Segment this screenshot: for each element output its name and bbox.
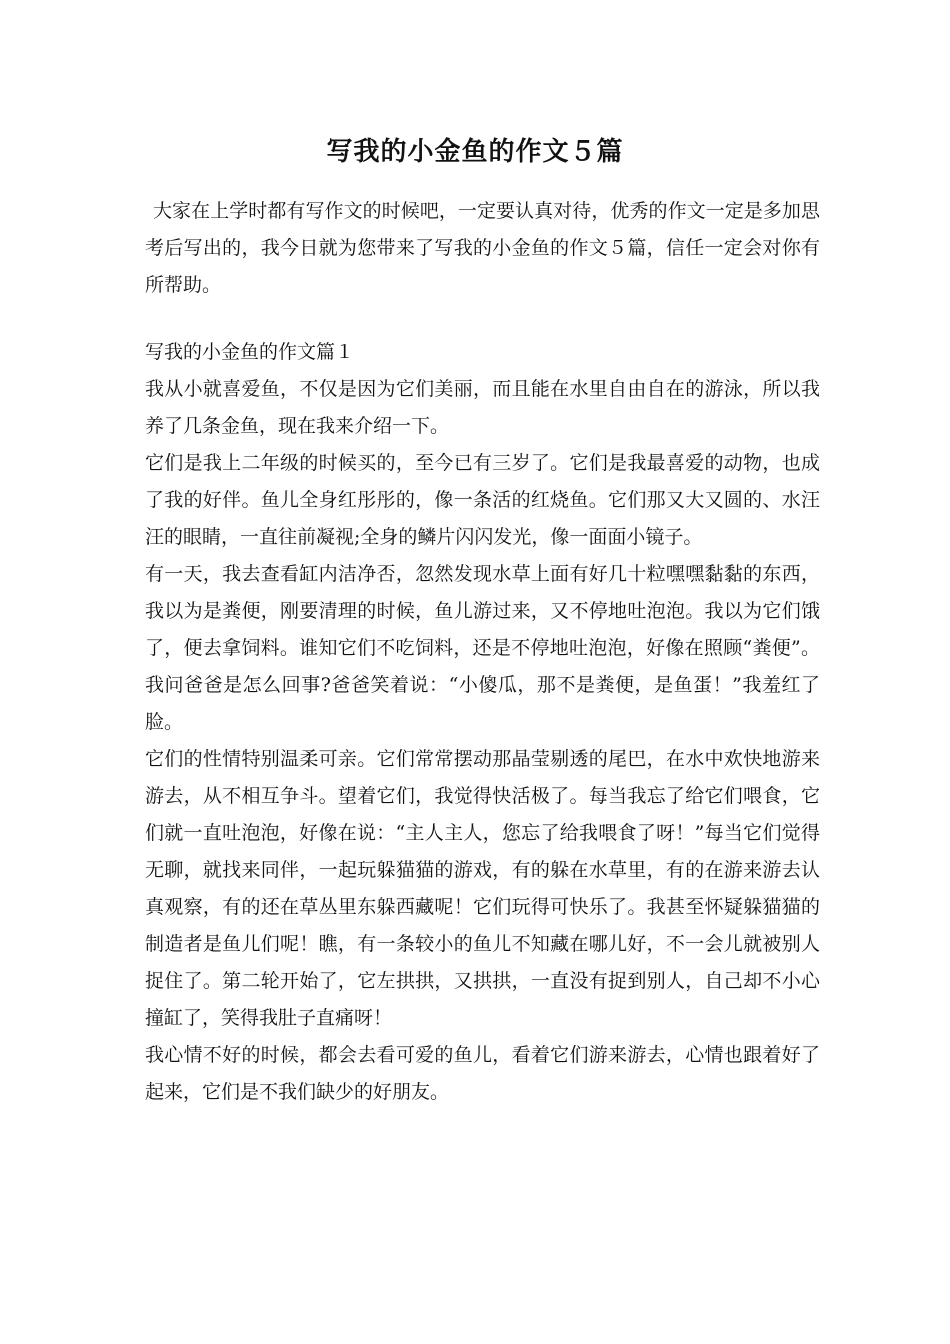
body-paragraph: 有一天，我去查看缸内洁净否，忽然发现水草上面有好几十粒嘿嘿黏黏的东西，我以为是粪便，刚要清理的时候，鱼儿游过来，又不停地吐泡泡。我以为它们饿了，便去拿饲料。谁知它们不吃饲料，还是不停地吐泡泡，好像在照顾“粪便”。我问爸爸是怎么回事?爸爸笑着说：“小傻瓜，那不是粪便，是鱼蛋！”我羞红了脸。 bbox=[145, 563, 820, 733]
body-paragraph: 它们的性情特别温柔可亲。它们常常摆动那晶莹剔透的尾巴，在水中欢快地游来游去，从不相互争斗。望着它们，我觉得快活极了。每当我忘了给它们喂食，它们就一直吐泡泡，好像在说：“主人主人，您忘了给我喂食了呀！”每当它们觉得无聊，就找来同伴，一起玩躲猫猫的游戏，有的躲在水草里，有的在游来游去认真观察，有的还在草丛里东躲西藏呢！它们玩得可快乐了。我甚至怀疑躲猫猫的制造者是鱼儿们呢！瞧，有一条较小的鱼儿不知藏在哪儿好，不一会儿就被别人捉住了。第二轮开始了，它左拱拱，又拱拱，一直没有捉到别人，自己却不小心撞缸了，笑得我肚子直痛呀！ bbox=[145, 748, 820, 1029]
body-paragraph: 我从小就喜爱鱼，不仅是因为它们美丽，而且能在水里自由自在的游泳，所以我养了几条金鱼，现在我来介绍一下。 bbox=[145, 378, 820, 437]
document-body bbox=[145, 193, 820, 1111]
paragraph-gap bbox=[145, 304, 820, 334]
section-heading: 写我的小金鱼的作文篇１ bbox=[145, 341, 355, 363]
document-title: 写我的小金鱼的作文５篇 bbox=[326, 137, 624, 167]
intro-paragraph: 大家在上学时都有写作文的时候吧，一定要认真对待，优秀的作文一定是多加思考后写出的，我今日就为您带来了写我的小金鱼的作文５篇，信任一定会对你有所帮助。 bbox=[145, 200, 820, 296]
body-paragraph: 它们是我上二年级的时候买的，至今已有三岁了。它们是我最喜爱的动物，也成了我的好伴。鱼儿全身红彤彤的，像一条活的红烧鱼。它们那又大又圆的、水汪汪的眼睛，一直往前凝视;全身的鳞片闪闪发光，像一面面小镜子。 bbox=[145, 452, 820, 548]
body-paragraph: 我心情不好的时候，都会去看可爱的鱼儿，看着它们游来游去，心情也跟着好了起来，它们是不我们缺少的好朋友。 bbox=[145, 1044, 820, 1103]
